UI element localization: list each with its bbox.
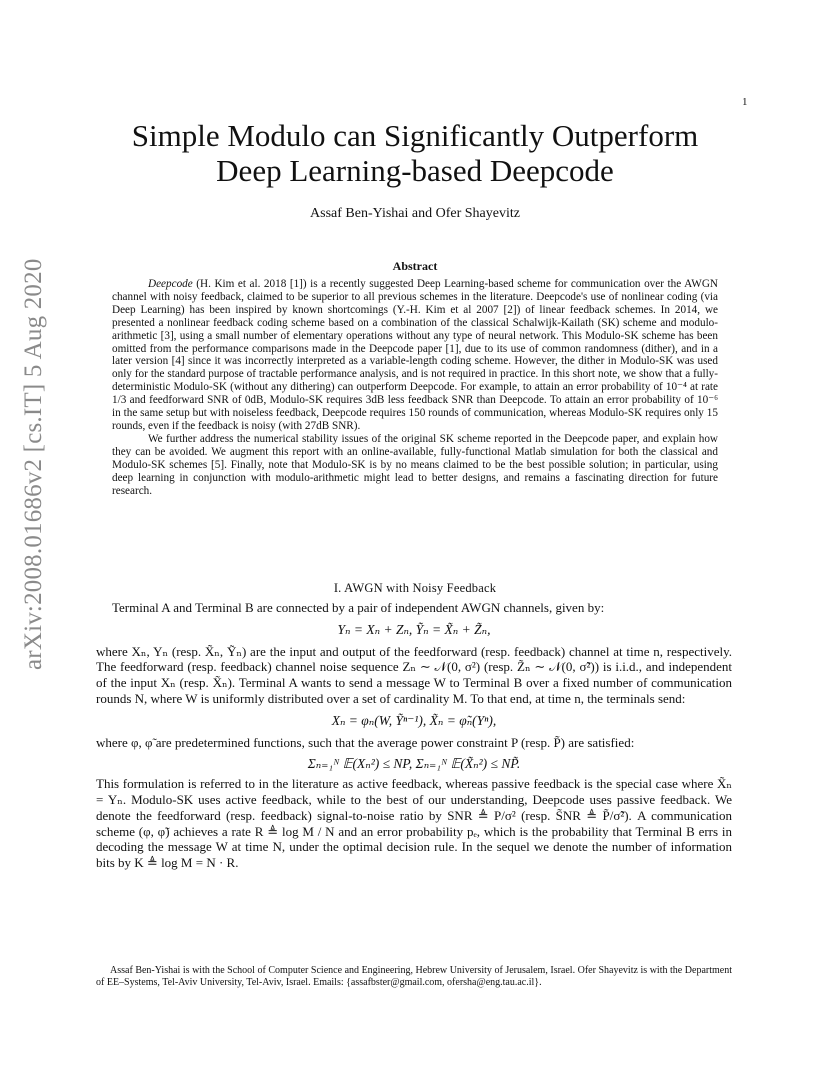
authors: Assaf Ben-Yishai and Ofer Shayevitz [310,206,520,221]
body-paragraph-1: Terminal A and Terminal B are connected by a pair of independent AWGN channels, given by: [112,600,605,615]
abstract-paragraph-1-text: (H. Kim et al. 2018 [1]) is a recently suggested Deep Learning-based scheme for communication over the AWGN channel with noisy feedback, claimed to be superior to all previous schemes in the literature. Deepcode's use of nonlinear coding (via Deep Learning) has been inspired by known shortcomings (Y.-H. Kim et al 2007 [2]) of linear feedback schemes. In 2014, we presented a nonlinear feedback coding scheme based on a combination of the classical Schalwijk-Kailath (SK) scheme and modulo-arithmetic [3], using a small number of elementary operations without any type of neural network. This Modulo-SK scheme has been omitted from the performance comparisons made in the Deepcode paper [1], due to its use of common randomness (dither), and in a later version [4] since it was incorrectly interpreted as a variable-length coding scheme. However, the dither in Modulo-SK was used only for the standard purpose of tractable performance analysis, and is not required in practice. In this short note, we show that a fully-deterministic Modulo-SK (without any dithering) can outperform Deepcode. For example, to attain an error probability of 10⁻⁴ at rate 1/3 and feedforward SNR of 0dB, Modulo-SK requires 3dB less feedback SNR than Deepcode. To attain an error probability of 10⁻⁶ in the same setup but with noiseless feedback, Deepcode requires 150 rounds of communication, whereas Modulo-SK requires only 15 rounds, even if the feedback is noisy (with 27dB SNR). [112,278,719,432]
page-number: 1 [742,96,748,108]
body-paragraph-3: where φ, φ̃ are predetermined functions, such that the average power constraint P (resp. P̃) are satisfied: [96,734,635,750]
body-text [96,600,732,871]
body-paragraph-4: This formulation is referred to in the literature as active feedback, whereas passive feedback is the special case where X̃ₙ = Yₙ. Modulo-SK uses active feedback, while to the best of our understanding, Deepcode uses passive feedback. We denote the feedforward (resp. feedback) signal-to-noise ratio by SNR ≜ P/σ² (resp. S̃NR ≜ P̃/σ̃²). A communication scheme (φ, φ̃) achieves a rate R ≜ log M / N and an error probability pₑ, which is the probability that Terminal B errs in decoding the message W at time N, under the optimal decision rule. In the sequel we denote the number of information bits by K ≜ log M = N · R. [96,776,732,871]
arxiv-identifier: arXiv:2008.01686v2 [cs.IT] 5 Aug 2020 [20,258,47,670]
equation-channels: Yₙ = Xₙ + Zₙ, Ỹₙ = X̃ₙ + Z̃ₙ, [337,621,491,637]
footnote-affiliations: Assaf Ben-Yishai is with the School of Computer Science and Engineering, Hebrew University of Jerusalem, Israel. Ofer Shayevitz is with the Department of EE–Systems, Tel-Aviv University, Tel-Aviv, Israel. Emails: {assafbster@gmail.com, ofersha@eng.tau.ac.il}. [96,965,732,988]
abstract-lead-word: Deepcode [148,278,193,290]
body-paragraph-2: where Xₙ, Yₙ (resp. X̃ₙ, Ỹₙ) are the input and output of the feedforward (resp. feedback) channel at time n, respectively. The feedforward (resp. feedback) channel noise sequence Zₙ ∼ 𝒩(0, σ²) (resp. Z̃ₙ ∼ 𝒩(0, σ̃²)) is i.i.d., and independent of the input Xₙ (resp. X̃ₙ). Terminal A wants to send a message W to Terminal B over a fixed number of communication rounds N, where W is uniformly distributed over a set of cardinality M. To that end, at time n, the terminals send: [96,643,732,706]
abstract-paragraph-1 [112,278,718,433]
title-line-2: Deep Learning-based Deepcode [216,153,614,188]
section-heading: I. AWGN with Noisy Feedback [333,581,497,595]
abstract [112,278,718,497]
equation-encoders: Xₙ = φₙ(W, Ỹⁿ⁻¹), X̃ₙ = φ̃ₙ(Yⁿ), [331,712,497,728]
abstract-paragraph-2: We further address the numerical stability issues of the original SK scheme reported in the Deepcode paper, and explain how they can be avoided. We augment this report with an online-available, fully-functional Matlab simulation for both the classical and Modulo-SK schemes [5]. Finally, note that Modulo-SK is by no means claimed to be the best possible solution; in particular, using deep learning in conjunction with modulo-arithmetic might lead to better designs, and remains a fascinating direction for future research. [112,432,718,497]
equation-power-constraint: Σₙ₌₁ᴺ 𝔼(Xₙ²) ≤ NP, Σₙ₌₁ᴺ 𝔼(X̃ₙ²) ≤ NP̃. [307,756,521,772]
title-line-1: Simple Modulo can Significantly Outperform [131,118,699,153]
paper-title [90,118,740,188]
abstract-heading: Abstract [392,259,438,273]
